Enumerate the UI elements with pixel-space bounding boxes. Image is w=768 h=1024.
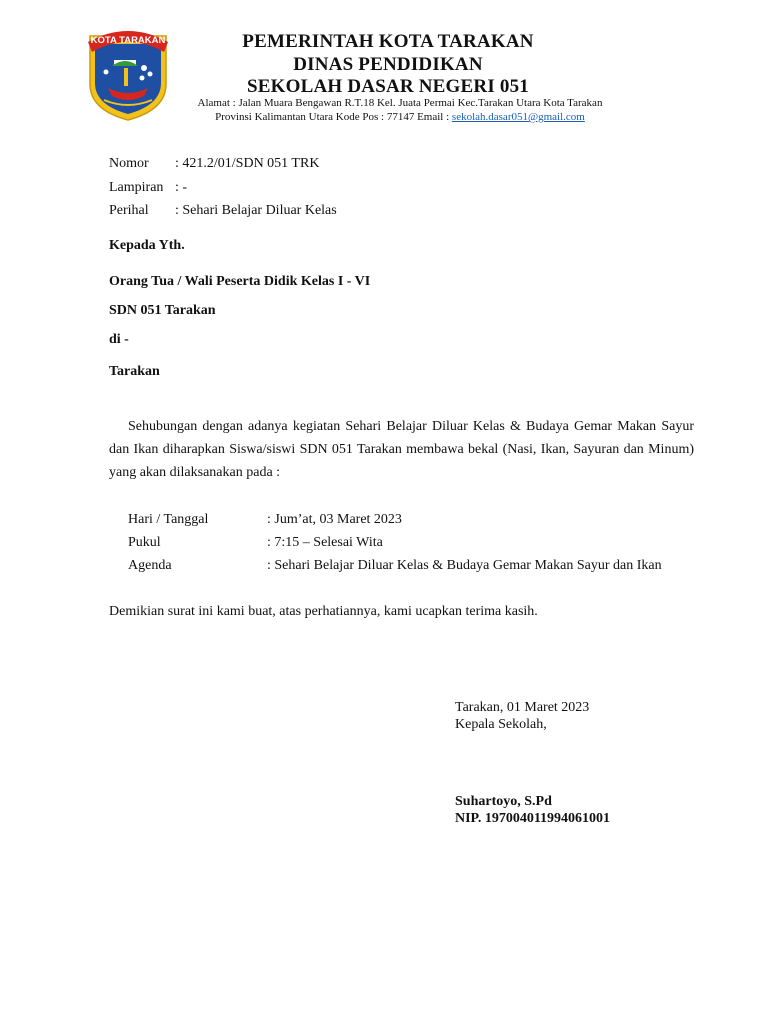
address-province: Provinsi Kalimantan Utara Kode Pos : 77147 Email : bbox=[215, 111, 452, 123]
signature-nip: NIP. 197004011994061001 bbox=[455, 811, 611, 826]
detail-date-label: Hari / Tanggal bbox=[128, 512, 209, 527]
recipient-city: Tarakan bbox=[109, 364, 160, 379]
nomor-label: Nomor bbox=[109, 156, 149, 171]
header-school: SEKOLAH DASAR NEGERI 051 bbox=[247, 76, 529, 97]
body-paragraph: Sehubungan dengan adanya kegiatan Sehari Belajar Diluar Kelas & Budaya Gemar Makan Sayur dan Ikan diharapkan Siswa/siswi SDN 051 Tarakan membawa bekal (Nasi, Ikan, Sayuran dan Minum) yang akan dilaksanakan pada : bbox=[109, 419, 694, 480]
recipient-salutation: Kepada Yth. bbox=[109, 238, 185, 253]
email-link[interactable]: sekolah.dasar051@gmail.com bbox=[451, 111, 585, 123]
detail-agenda-label: Agenda bbox=[128, 558, 172, 573]
header-address: Alamat : Jalan Muara Bengawan R.T.18 Kel. Juata Permai Kec.Tarakan Utara Kota Tarakan bbox=[197, 97, 603, 109]
lampiran-label: Lampiran bbox=[109, 180, 164, 195]
recipient-addressee: Orang Tua / Wali Peserta Didik Kelas I - VI bbox=[109, 274, 371, 289]
logo-banner-text: KOTA TARAKAN bbox=[90, 35, 166, 46]
recipient-di: di - bbox=[109, 332, 129, 347]
signature-position: Kepala Sekolah, bbox=[455, 717, 547, 732]
signature-name: Suhartoyo, S.Pd bbox=[455, 794, 552, 809]
closing-sentence: Demikian surat ini kami buat, atas perhatiannya, kami ucapkan terima kasih. bbox=[109, 604, 538, 619]
perihal-label: Perihal bbox=[109, 203, 149, 218]
header-department: DINAS PENDIDIKAN bbox=[293, 54, 483, 75]
detail-time-value: : 7:15 – Selesai Wita bbox=[267, 535, 383, 550]
header-government: PEMERINTAH KOTA TARAKAN bbox=[242, 31, 534, 52]
nomor-value: : 421.2/01/SDN 051 TRK bbox=[175, 156, 320, 171]
detail-date-value: : Jum’at, 03 Maret 2023 bbox=[267, 512, 402, 527]
header-address-contact bbox=[150, 111, 650, 124]
detail-time-label: Pukul bbox=[128, 535, 161, 550]
signature-place-date: Tarakan, 01 Maret 2023 bbox=[455, 700, 590, 715]
detail-agenda-value: : Sehari Belajar Diluar Kelas & Budaya Gemar Makan Sayur dan Ikan bbox=[267, 558, 662, 573]
perihal-value: : Sehari Belajar Diluar Kelas bbox=[175, 203, 337, 218]
lampiran-value: : - bbox=[175, 180, 188, 195]
recipient-school: SDN 051 Tarakan bbox=[109, 303, 216, 318]
